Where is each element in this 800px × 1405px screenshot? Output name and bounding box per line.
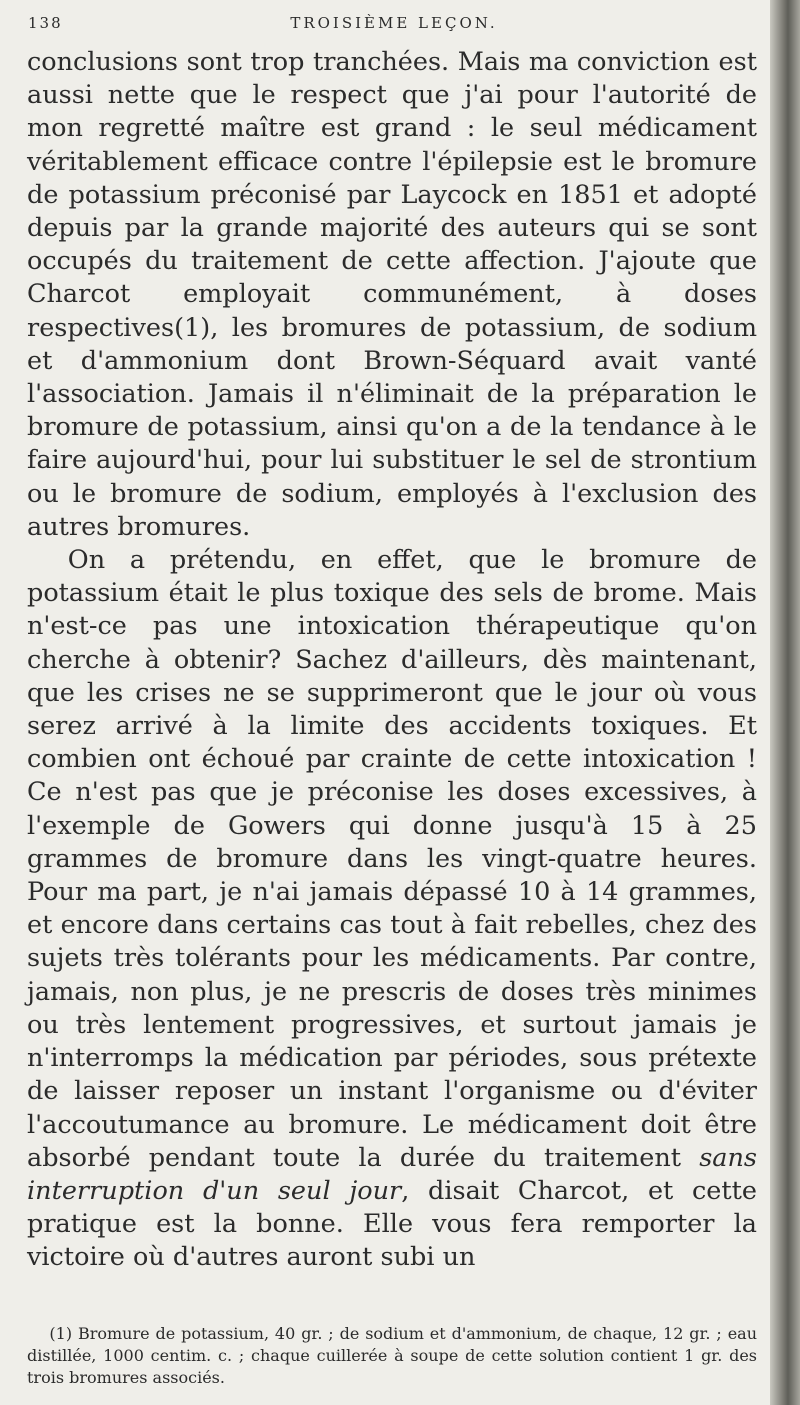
paragraph-2: On a prétendu, en effet, que le bromure de potassium était le plus toxique des sels de brome. Mais n'est-ce pas une intoxication thérapeutique qu'on cherche à obtenir? Sachez d'ailleurs, dès maintenant, que les crises ne se supprimeront que le jour où vous serez arrivé à la limite des accidents toxiques. Et combien ont échoué par crainte de cette intoxication ! Ce n'est pas que je préconise les doses excessives, à l'exemple de Gowers qui donne jusqu'à 15 à 25 grammes de bromure dans les vingt-quatre heures. Pour ma part, je n'ai jamais dépassé 10 à 14 grammes, et encore dans certains cas tout à fait rebelles, chez des sujets très tolérants pour les médicaments. Par contre, jamais, non plus, je ne prescris de doses très minimes ou très lentement progressives, et surtout jamais je n'interromps la médication par périodes, sous prétexte de laisser reposer un instant l'organisme ou d'éviter l'accoutumance au bromure. Le médicament doit être absorbé pendant toute la durée du traitement sans interruption d'un seul jour, disait Charcot, et cette pratique est la bonne. Elle vous fera remporter la victoire où d'autres auront subi un (27, 545, 757, 1273)
footnote-reference: (1) (174, 312, 211, 343)
page-header (28, 14, 760, 42)
running-title: TROISIÈME LEÇON. (290, 14, 498, 32)
page-number: 138 (28, 14, 63, 32)
paragraph-1: conclusions sont trop tranchées. Mais ma conviction est aussi nette que le respect que j'ai pour l'autorité de mon regretté maître est grand : le seul médicament véritablement efficace contre l'épilepsie est le bromure de potassium préconisé par Laycock en 1851 et adopté depuis par la grande majorité des auteurs qui se sont occupés du traitement de cette affection. J'ajoute que Charcot employait communément, à doses respectives(1), les bromures de potassium, de sodium et d'ammonium dont Brown-Séquard avait vanté l'association. Jamais il n'éliminait de la préparation le bromure de potassium, ainsi qu'on a de la tendance à le faire aujourd'hui, pour lui substituer le sel de strontium ou le bromure de sodium, employés à l'exclusion des autres bromures. (27, 47, 757, 542)
page-edge-shadow (770, 0, 800, 1405)
footnote (27, 1323, 757, 1389)
main-text (27, 46, 757, 1275)
italic-quote: sans interruption d'un seul jour (27, 1142, 757, 1206)
footnote-text: (1) Bromure de potassium, 40 gr. ; de sodium et d'ammonium, de chaque, 12 gr. ; eau distillée, 1000 centim. c. ; chaque cuillerée à soupe de cette solution contient 1 gr. des trois bromures associés. (27, 1324, 757, 1387)
